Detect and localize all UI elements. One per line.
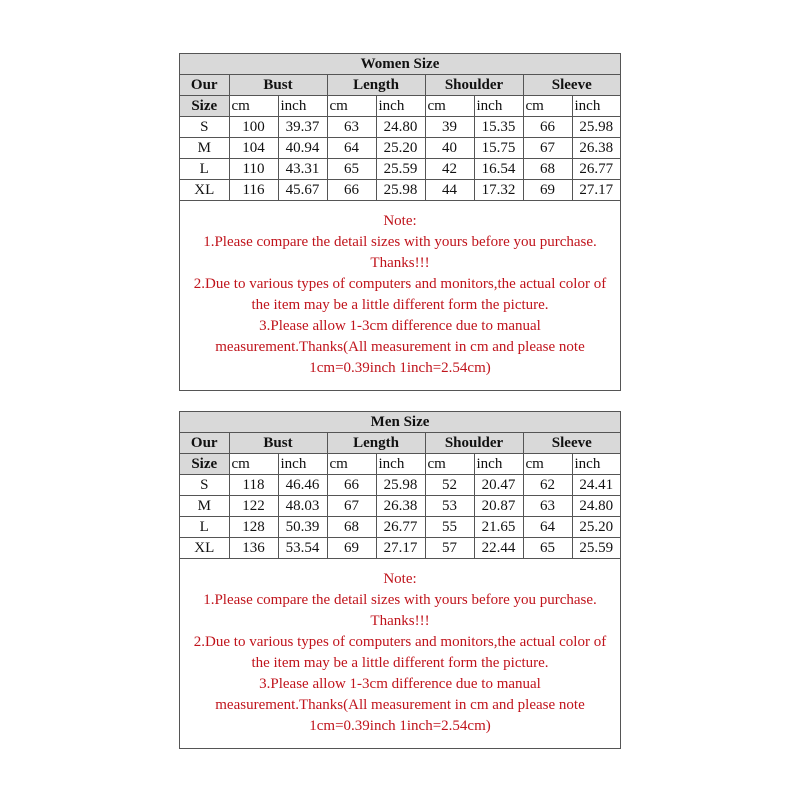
- value-cell: 136: [229, 538, 278, 559]
- value-cell: 25.98: [572, 117, 620, 138]
- value-cell: 64: [523, 517, 572, 538]
- value-cell: 68: [523, 159, 572, 180]
- value-cell: 122: [229, 496, 278, 517]
- value-cell: 43.31: [278, 159, 327, 180]
- women-size-table: [180, 54, 620, 201]
- value-cell: 62: [523, 475, 572, 496]
- value-cell: 26.38: [376, 496, 425, 517]
- note-line: Thanks!!!: [370, 255, 430, 271]
- value-cell: 26.77: [572, 159, 620, 180]
- value-cell: 69: [523, 180, 572, 201]
- value-cell: 25.20: [572, 517, 620, 538]
- note-line: the item may be a little different form the picture.: [251, 655, 549, 671]
- value-cell: 66: [523, 117, 572, 138]
- size-cell: S: [180, 475, 229, 496]
- bust-header: Bust: [229, 433, 327, 454]
- value-cell: 25.59: [572, 538, 620, 559]
- note-line: 3.Please allow 1-3cm difference due to manual: [259, 676, 541, 692]
- value-cell: 64: [327, 138, 376, 159]
- value-cell: 16.54: [474, 159, 523, 180]
- value-cell: 48.03: [278, 496, 327, 517]
- value-cell: 66: [327, 475, 376, 496]
- size-cell: M: [180, 496, 229, 517]
- men-size-chart: [179, 411, 621, 749]
- value-cell: 118: [229, 475, 278, 496]
- unit-cm: cm: [523, 454, 572, 475]
- unit-cm: cm: [229, 454, 278, 475]
- note-line: Thanks!!!: [370, 613, 430, 629]
- note-line: Note:: [383, 571, 417, 587]
- value-cell: 44: [425, 180, 474, 201]
- size-cell: L: [180, 517, 229, 538]
- value-cell: 26.77: [376, 517, 425, 538]
- sleeve-header: Sleeve: [523, 433, 620, 454]
- value-cell: 24.80: [376, 117, 425, 138]
- value-cell: 21.65: [474, 517, 523, 538]
- shoulder-header: Shoulder: [425, 433, 523, 454]
- value-cell: 26.38: [572, 138, 620, 159]
- value-cell: 20.87: [474, 496, 523, 517]
- value-cell: 46.46: [278, 475, 327, 496]
- table-row: [180, 180, 620, 201]
- unit-inch: inch: [376, 454, 425, 475]
- value-cell: 57: [425, 538, 474, 559]
- shoulder-header: Shoulder: [425, 75, 523, 96]
- note-line: 2.Due to various types of computers and monitors,the actual color of: [193, 634, 607, 650]
- value-cell: 15.35: [474, 117, 523, 138]
- value-cell: 25.98: [376, 475, 425, 496]
- note-line: measurement.Thanks(All measurement in cm and please note: [215, 339, 585, 355]
- table-title: Men Size: [180, 412, 620, 433]
- note-line: 3.Please allow 1-3cm difference due to manual: [259, 318, 541, 334]
- value-cell: 110: [229, 159, 278, 180]
- size-cell: L: [180, 159, 229, 180]
- table-row: [180, 517, 620, 538]
- value-cell: 27.17: [572, 180, 620, 201]
- value-cell: 39: [425, 117, 474, 138]
- note-block: [180, 201, 620, 379]
- value-cell: 67: [327, 496, 376, 517]
- sleeve-header: Sleeve: [523, 75, 620, 96]
- unit-inch: inch: [474, 96, 523, 117]
- value-cell: 52: [425, 475, 474, 496]
- value-cell: 104: [229, 138, 278, 159]
- value-cell: 25.98: [376, 180, 425, 201]
- value-cell: 45.67: [278, 180, 327, 201]
- value-cell: 116: [229, 180, 278, 201]
- value-cell: 69: [327, 538, 376, 559]
- unit-inch: inch: [474, 454, 523, 475]
- length-header: Length: [327, 433, 425, 454]
- value-cell: 55: [425, 517, 474, 538]
- our-label: Our: [180, 433, 229, 454]
- note-block: [180, 559, 620, 737]
- table-title: Women Size: [180, 54, 620, 75]
- size-cell: M: [180, 138, 229, 159]
- note-line: 1cm=0.39inch 1inch=2.54cm): [309, 360, 491, 376]
- value-cell: 65: [327, 159, 376, 180]
- unit-cm: cm: [327, 96, 376, 117]
- note-line: the item may be a little different form the picture.: [251, 297, 549, 313]
- note-line: 1.Please compare the detail sizes with yours before you purchase.: [203, 592, 597, 608]
- value-cell: 27.17: [376, 538, 425, 559]
- value-cell: 17.32: [474, 180, 523, 201]
- note-line: Note:: [383, 213, 417, 229]
- value-cell: 128: [229, 517, 278, 538]
- note-line: measurement.Thanks(All measurement in cm and please note: [215, 697, 585, 713]
- size-label: Size: [180, 96, 229, 117]
- bust-header: Bust: [229, 75, 327, 96]
- value-cell: 25.59: [376, 159, 425, 180]
- table-row: [180, 538, 620, 559]
- value-cell: 63: [523, 496, 572, 517]
- unit-cm: cm: [425, 96, 474, 117]
- note-line: 1cm=0.39inch 1inch=2.54cm): [309, 718, 491, 734]
- table-row: [180, 117, 620, 138]
- our-label: Our: [180, 75, 229, 96]
- value-cell: 50.39: [278, 517, 327, 538]
- unit-inch: inch: [278, 454, 327, 475]
- value-cell: 22.44: [474, 538, 523, 559]
- unit-inch: inch: [376, 96, 425, 117]
- value-cell: 25.20: [376, 138, 425, 159]
- size-cell: S: [180, 117, 229, 138]
- value-cell: 65: [523, 538, 572, 559]
- table-row: [180, 475, 620, 496]
- unit-inch: inch: [572, 96, 620, 117]
- women-size-chart: [179, 53, 621, 391]
- unit-cm: cm: [327, 454, 376, 475]
- value-cell: 66: [327, 180, 376, 201]
- value-cell: 63: [327, 117, 376, 138]
- unit-inch: inch: [572, 454, 620, 475]
- table-row: [180, 496, 620, 517]
- value-cell: 42: [425, 159, 474, 180]
- value-cell: 68: [327, 517, 376, 538]
- value-cell: 24.80: [572, 496, 620, 517]
- size-label: Size: [180, 454, 229, 475]
- size-cell: XL: [180, 180, 229, 201]
- value-cell: 67: [523, 138, 572, 159]
- unit-cm: cm: [229, 96, 278, 117]
- unit-cm: cm: [425, 454, 474, 475]
- value-cell: 40: [425, 138, 474, 159]
- size-cell: XL: [180, 538, 229, 559]
- table-row: [180, 159, 620, 180]
- table-row: [180, 138, 620, 159]
- note-line: 1.Please compare the detail sizes with yours before you purchase.: [203, 234, 597, 250]
- value-cell: 20.47: [474, 475, 523, 496]
- unit-inch: inch: [278, 96, 327, 117]
- note-line: 2.Due to various types of computers and monitors,the actual color of: [193, 276, 607, 292]
- unit-cm: cm: [523, 96, 572, 117]
- men-size-table: [180, 412, 620, 559]
- value-cell: 24.41: [572, 475, 620, 496]
- value-cell: 39.37: [278, 117, 327, 138]
- value-cell: 40.94: [278, 138, 327, 159]
- value-cell: 53.54: [278, 538, 327, 559]
- value-cell: 100: [229, 117, 278, 138]
- length-header: Length: [327, 75, 425, 96]
- value-cell: 15.75: [474, 138, 523, 159]
- value-cell: 53: [425, 496, 474, 517]
